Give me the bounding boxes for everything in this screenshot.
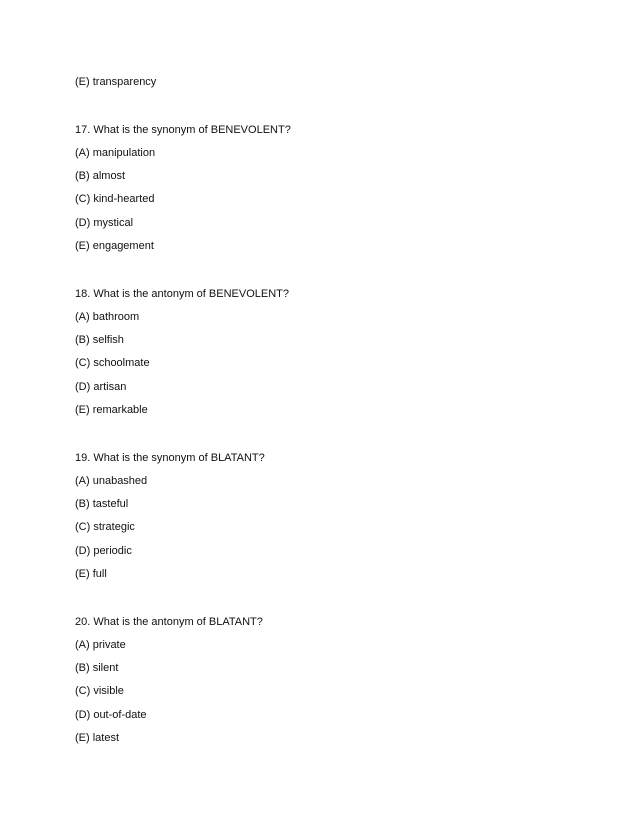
question-17-option-b: (B) almost	[75, 170, 126, 182]
question-17-option-d: (D) mystical	[75, 217, 134, 229]
question-prompt-20: 20. What is the antonym of BLATANT?	[75, 616, 263, 628]
question-18-option-c: (C) schoolmate	[75, 357, 150, 369]
question-17-option-e: (E) engagement	[75, 240, 154, 252]
question-20-option-a: (A) private	[75, 639, 126, 651]
question-prompt-18: 18. What is the antonym of BENEVOLENT?	[75, 288, 289, 300]
question-19-option-d: (D) periodic	[75, 545, 132, 557]
question-20-option-e: (E) latest	[75, 732, 120, 744]
question-18-option-a: (A) bathroom	[75, 311, 140, 323]
question-20-option-c: (C) visible	[75, 685, 124, 697]
question-18-option-d: (D) artisan	[75, 381, 127, 393]
question-18-option-b: (B) selfish	[75, 334, 124, 346]
question-19-option-c: (C) strategic	[75, 521, 135, 533]
question-20-option-d: (D) out-of-date	[75, 709, 147, 721]
leading-option: (E) transparency	[75, 76, 157, 88]
question-20-option-b: (B) silent	[75, 662, 119, 674]
question-17-option-a: (A) manipulation	[75, 147, 156, 159]
question-prompt-19: 19. What is the synonym of BLATANT?	[75, 452, 265, 464]
question-19-option-b: (B) tasteful	[75, 498, 129, 510]
question-19-option-e: (E) full	[75, 568, 107, 580]
question-19-option-a: (A) unabashed	[75, 475, 148, 487]
question-17-option-c: (C) kind-hearted	[75, 193, 155, 205]
question-18-option-e: (E) remarkable	[75, 404, 148, 416]
question-prompt-17: 17. What is the synonym of BENEVOLENT?	[75, 124, 291, 136]
